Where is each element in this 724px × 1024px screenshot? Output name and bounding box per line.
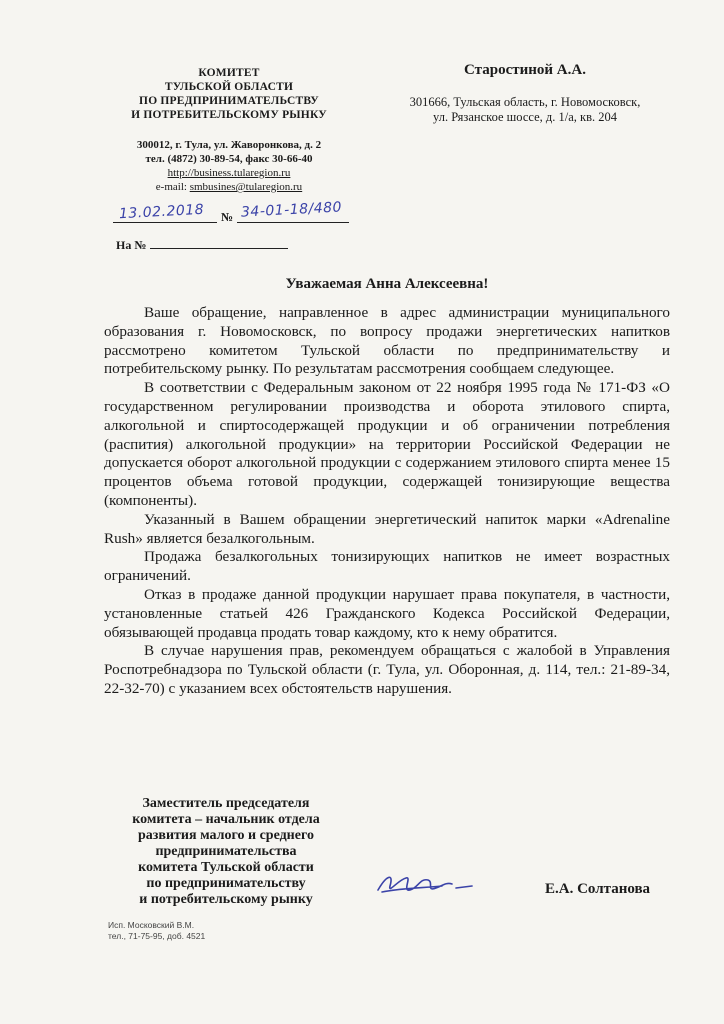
executor-phone: тел., 71-75-95, доб. 4521 — [108, 931, 206, 941]
signatory-title-line: Заместитель председателя — [142, 796, 310, 811]
recipient-name: Старостиной А.А. — [464, 62, 586, 78]
email-label: e-mail: — [155, 181, 190, 193]
org-website-link[interactable]: http://business.tularegion.ru — [167, 167, 291, 179]
body-paragraph: Отказ в продаже данной продукции нарушает права покупателя, в частности, установленные статьей 426 Гражданского Кодекса Российской Федерации, обязывающей продавца продать товар каждому, кто к нему обратится. — [104, 585, 670, 641]
number-label: № — [221, 210, 234, 224]
organization-name — [100, 66, 358, 122]
org-email-row — [100, 180, 358, 194]
recipient-address-line: ул. Рязанское шоссе, д. 1/а, кв. 204 — [433, 110, 617, 124]
org-line: КОМИТЕТ — [198, 67, 260, 79]
signer-name: Е.А. Солтанова — [545, 881, 651, 897]
handwritten-date: 13.02.2018 — [118, 201, 205, 223]
letter-body — [104, 304, 670, 699]
org-line: И ПОТРЕБИТЕЛЬСКОМУ РЫНКУ — [131, 109, 327, 121]
signatory-title — [100, 796, 352, 908]
org-line: ПО ПРЕДПРИНИМАТЕЛЬСТВУ — [139, 95, 319, 107]
reply-underline — [150, 238, 288, 249]
date-underline — [113, 222, 217, 223]
signatory-title-line: предпринимательства — [155, 844, 297, 859]
reply-label: На № — [116, 238, 147, 252]
signatory-title-line: развития малого и среднего — [138, 828, 314, 843]
recipient-address — [380, 95, 670, 125]
body-paragraph: В случае нарушения прав, рекомендуем обращаться с жалобой в Управления Роспотребнадзора по Тульской области (г. Тула, ул. Оборонная, д. 114, тел.: 21-89-34, 22-32-70) с указанием всех обстоятельств нарушения. — [104, 642, 670, 697]
number-underline — [237, 222, 349, 223]
body-paragraph: Ваше обращение, направленное в адрес администрации муниципального образования г. Новомосковск, по вопросу продажи энергетических напитков рассмотрено комитетом Тульской области по предпринимательству и потребительскому рынку. По результатам рассмотрения сообщаем следующее. — [104, 304, 670, 378]
registration-line — [113, 200, 363, 230]
handwritten-number: 34-01-18/480 — [240, 199, 343, 221]
body-paragraph: Указанный в Вашем обращении энергетический напиток марки «Adrenaline Rush» является безалкогольным. — [104, 510, 670, 547]
body-paragraph: В соответствии с Федеральным законом от 22 ноября 1995 года № 171-ФЗ «О государственном регулировании производства и оборота этилового спирта, алкогольной и спиртосодержащей продукции и об ограничении потребления (распития) алкогольной продукции» на территории Российской Федерации не допускается оборот алкогольной продукции с содержанием этилового спирта менее 15 процентов объема готовой продукции, содержащей тонизирующие вещества (компоненты). — [104, 379, 670, 509]
recipient-address-line: 301666, Тульская область, г. Новомосковск, — [409, 95, 641, 109]
body-paragraph: Продажа безалкогольных тонизирующих напитков не имеет возрастных ограничений. — [104, 548, 670, 585]
org-email-link[interactable]: smbusines@tularegion.ru — [189, 181, 303, 193]
org-address: 300012, г. Тула, ул. Жаворонкова, д. 2 — [136, 139, 322, 151]
signatory-title-line: и потребительскому рынку — [139, 892, 313, 907]
signatory-title-line: по предпринимательству — [146, 876, 306, 891]
org-line: ТУЛЬСКОЙ ОБЛАСТИ — [164, 81, 294, 93]
recipient-block — [380, 62, 670, 125]
handwritten-signature — [372, 866, 482, 902]
executor-info — [108, 920, 205, 942]
reply-to-number — [116, 238, 288, 253]
salutation: Уважаемая Анна Алексеевна! — [285, 276, 489, 292]
organization-contacts — [100, 138, 358, 194]
org-phone: тел. (4872) 30-89-54, факс 30-66-40 — [145, 153, 313, 165]
executor-name: Исп. Московский В.М. — [108, 920, 195, 930]
signatory-title-line: комитета – начальник отдела — [132, 812, 320, 827]
signatory-title-line: комитета Тульской области — [138, 860, 314, 875]
